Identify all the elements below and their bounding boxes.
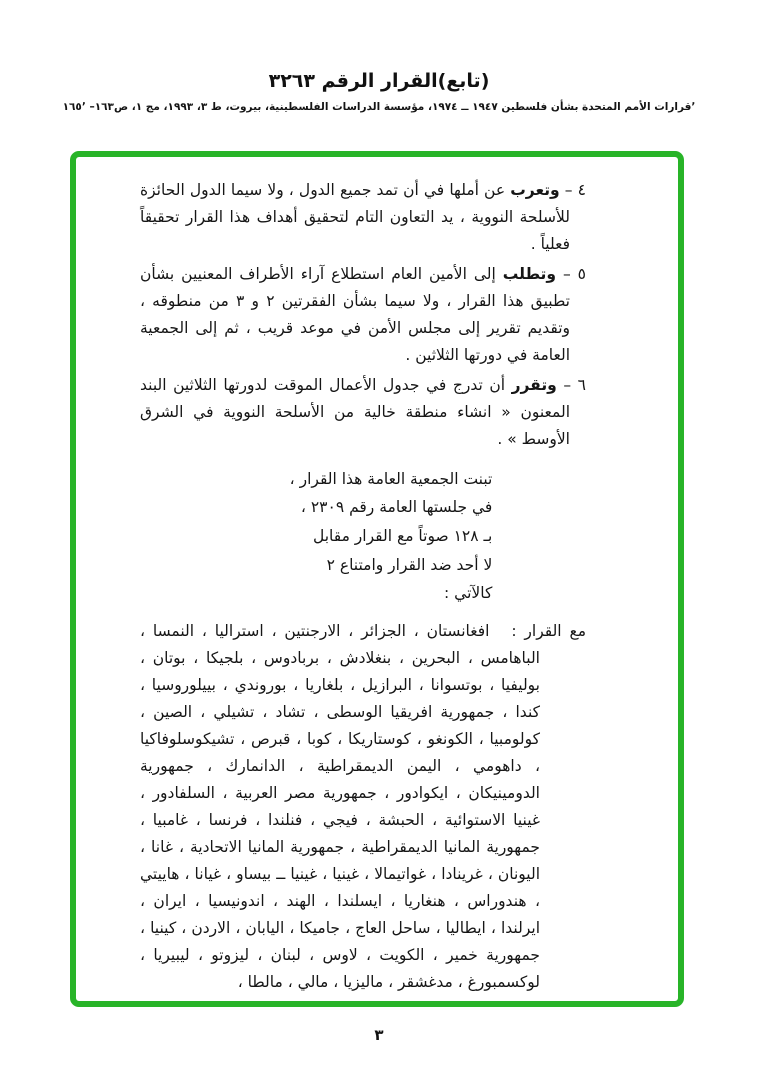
green-highlight-frame [70, 151, 684, 1007]
clause-5-number: ٥ – [562, 264, 586, 283]
resolution-body [76, 157, 678, 1006]
clause-4-text: عن أملها في أن تمد جميع الدول ، ولا سيما الدول الحائزة للأسلحة النووية ، يد التعاون التام لتحقيق أهداف هذا القرار تحقيقاً فعلياً . [140, 181, 570, 253]
clause-6-text: أن تدرج في جدول الأعمال الموقت لدورتها الثلاثين البند المعنون « انشاء منطقة خالية من الأسلحة النووية في الشرق الأوسط » . [140, 375, 570, 448]
adoption-note-line: بـ ١٢٨ صوتاً مع القرار مقابل [312, 527, 493, 546]
clause-5-lead-word: وتطلب [502, 264, 557, 283]
clause-4 [140, 177, 586, 258]
clause-4-number: ٤ – [564, 181, 586, 199]
adoption-note-line: كالآتي : [444, 584, 493, 603]
clause-6 [140, 372, 586, 453]
clause-4-lead-word: وتعرب [510, 181, 560, 199]
adoption-note-line: تبنت الجمعية العامة هذا القرار ، [289, 469, 493, 488]
page-number: ٣ [374, 1026, 384, 1044]
votes-in-favour-list [140, 618, 586, 996]
votes-in-favour-label: مع القرار : [511, 622, 587, 641]
resolution-title: (تابع)القرار الرقم ٣٢٦٣ [268, 70, 490, 92]
clause-5-text: إلى الأمين العام استطلاع آراء الأطراف المعنيين بشأن تطبيق هذا القرار ، ولا سيما بشأن الفقرتين ٢ و ٣ من منطوقه ، وتقديم تقرير إلى مجلس الأمن في موعد قريب ، ثم إلى الجمعية العامة في دورتها الثلاثين . [140, 264, 570, 364]
adoption-note-line: لا أحد ضد القرار وامتناع ٢ [326, 555, 493, 574]
clause-6-number: ٦ – [563, 375, 586, 394]
adoption-note [290, 465, 493, 608]
clause-6-lead-word: وتقرر [511, 375, 557, 394]
adoption-note-line: في جلستها العامة رقم ٢٣٠٩ ، [300, 498, 493, 517]
clause-5 [140, 261, 586, 369]
source-citation-line: ʼقرارات الأمم المتحدة بشأن فلسطين ١٩٤٧ ــ ١٩٧٤، مؤسسة الدراسات الفلسطينية، بيروت، ط ٣، ١٩٩٣، مج ١، ص١٦٣– ١٦٥ʼ [62, 101, 696, 113]
votes-in-favour-countries: افغانستان ، الجزائر ، الارجنتين ، استراليا ، النمسا ، الباهامس ، البحرين ، بنغلادش ، بربادوس ، بلجيكا ، بوتان ، بوليفيا ، بوتسوانا ، البرازيل ، بلغاريا ، بوروندي ، بييلوروسيا ، كندا ، جمهورية افريقيا الوسطى ، تشاد ، تشيلي ، الصين ، كولومبيا ، الكونغو ، كوستاريكا ، كوبا ، قبرص ، تشيكوسلوفاكيا ، داهومي ، اليمن الديمقراطية ، الدانمارك ، جمهورية الدومينيكان ، ايكوادور ، جمهورية مصر العربية ، السلفادور ، غينيا الاستوائية ، الحبشة ، فيجي ، فنلندا ، فرنسا ، غامبيا ، جمهورية المانيا الديمقراطية ، جمهورية المانيا الاتحادية ، غانا ، اليونان ، غرينادا ، غواتيمالا ، غينيا ، غينيا ــ بيساو ، غيانا ، هاييتي ، هندوراس ، هنغاريا ، ايسلندا ، الهند ، اندونيسيا ، ايران ، ايرلندا ، ايطاليا ، ساحل العاج ، جاميكا ، اليابان ، الاردن ، كينيا ، جمهورية خمير ، الكويت ، لاوس ، لبنان ، ليزوتو ، ليبيريا ، لوكسمبورغ ، مدغشقر ، ماليزيا ، مالي ، مالطا ، [140, 622, 540, 991]
